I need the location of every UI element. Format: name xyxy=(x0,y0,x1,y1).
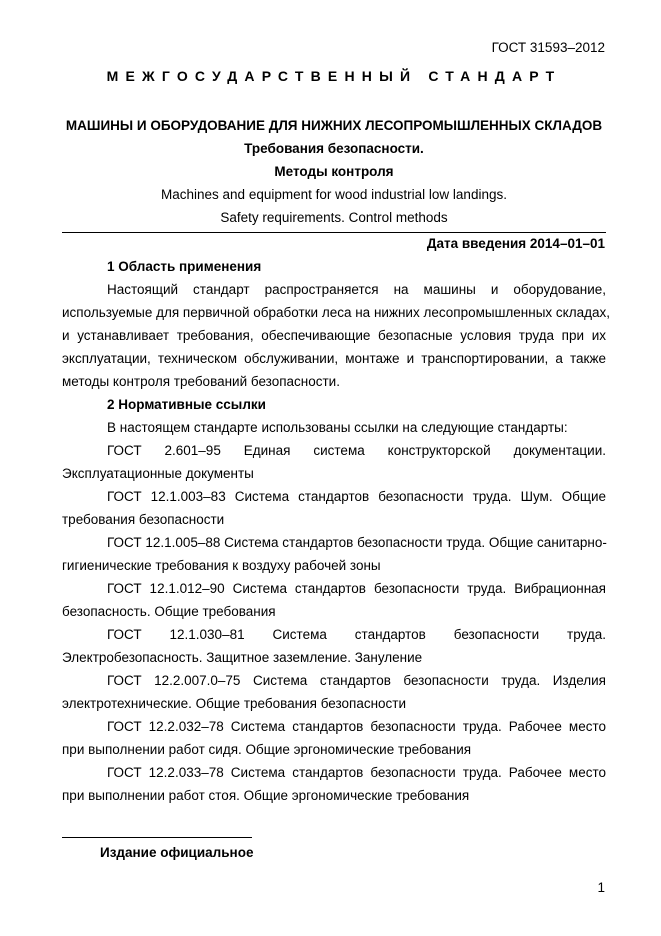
reference-line: ГОСТ 12.2.007.0–75 Система стандартов безопасности труда. Изделия xyxy=(107,673,606,688)
official-edition-label: Издание официальное xyxy=(100,845,254,860)
reference-line: ГОСТ 12.1.005–88 Система стандартов безопасности труда. Общие санитарно- xyxy=(107,535,607,550)
english-title-2: Safety requirements. Control methods xyxy=(220,210,448,225)
reference-line: при выполнении работ стоя. Общие эргономические требования xyxy=(62,788,470,803)
section-1-heading: 1 Область применения xyxy=(107,259,262,274)
reference-line: ГОСТ 12.1.012–90 Система стандартов безопасности труда. Вибрационная xyxy=(107,581,606,596)
reference-line: Электробезопасность. Защитное заземление. Зануление xyxy=(62,650,423,665)
reference-line: ГОСТ 12.1.003–83 Система стандартов безопасности труда. Шум. Общие xyxy=(107,489,606,504)
standard-banner: МЕЖГОСУДАРСТВЕННЫЙ СТАНДАРТ xyxy=(106,68,562,84)
document-title: МАШИНЫ И ОБОРУДОВАНИЕ ДЛЯ НИЖНИХ ЛЕСОПРОМЫШЛЕННЫХ СКЛАДОВ xyxy=(65,118,603,133)
section-1-line: Настоящий стандарт распространяется на машины и оборудование, xyxy=(107,282,606,297)
section-1-line: используемые для первичной обработки леса на нижних лесопромышленных складах, xyxy=(62,305,610,320)
section-1-line: методы контроля требований безопасности. xyxy=(62,374,340,389)
section-2-heading: 2 Нормативные ссылки xyxy=(107,397,266,412)
reference-line: ГОСТ 12.2.032–78 Система стандартов безопасности труда. Рабочее место xyxy=(107,719,606,734)
reference-line: ГОСТ 12.1.030–81 Система стандартов безопасности труда. xyxy=(107,627,606,642)
document-subtitle-1: Требования безопасности. xyxy=(244,141,424,156)
english-title-1: Machines and equipment for wood industrial low landings. xyxy=(161,187,507,202)
effective-date: Дата введения 2014–01–01 xyxy=(426,236,605,251)
title-divider xyxy=(62,232,606,233)
page-number: 1 xyxy=(597,880,605,895)
section-2-intro: В настоящем стандарте использованы ссылки на следующие стандарты: xyxy=(107,420,568,435)
reference-line: электротехнические. Общие требования безопасности xyxy=(62,696,407,711)
reference-line: гигиенические требования к воздуху рабочей зоны xyxy=(62,558,381,573)
reference-line: безопасность. Общие требования xyxy=(62,604,276,619)
document-code: ГОСТ 31593–2012 xyxy=(491,40,605,55)
footer-divider xyxy=(62,837,252,838)
document-subtitle-2: Методы контроля xyxy=(274,164,394,179)
reference-line: ГОСТ 2.601–95 Единая система конструкторской документации. xyxy=(107,443,606,458)
section-1-line: эксплуатации, техническом обслуживании, монтаже и транспортировании, а также xyxy=(62,351,606,366)
section-1-line: и устанавливает требования, обеспечивающие безопасные условия труда при их xyxy=(62,328,606,343)
reference-line: требования безопасности xyxy=(62,512,225,527)
reference-line: ГОСТ 12.2.033–78 Система стандартов безопасности труда. Рабочее место xyxy=(107,765,606,780)
reference-line: при выполнении работ сидя. Общие эргономические требования xyxy=(62,742,472,757)
reference-line: Эксплуатационные документы xyxy=(62,466,254,481)
